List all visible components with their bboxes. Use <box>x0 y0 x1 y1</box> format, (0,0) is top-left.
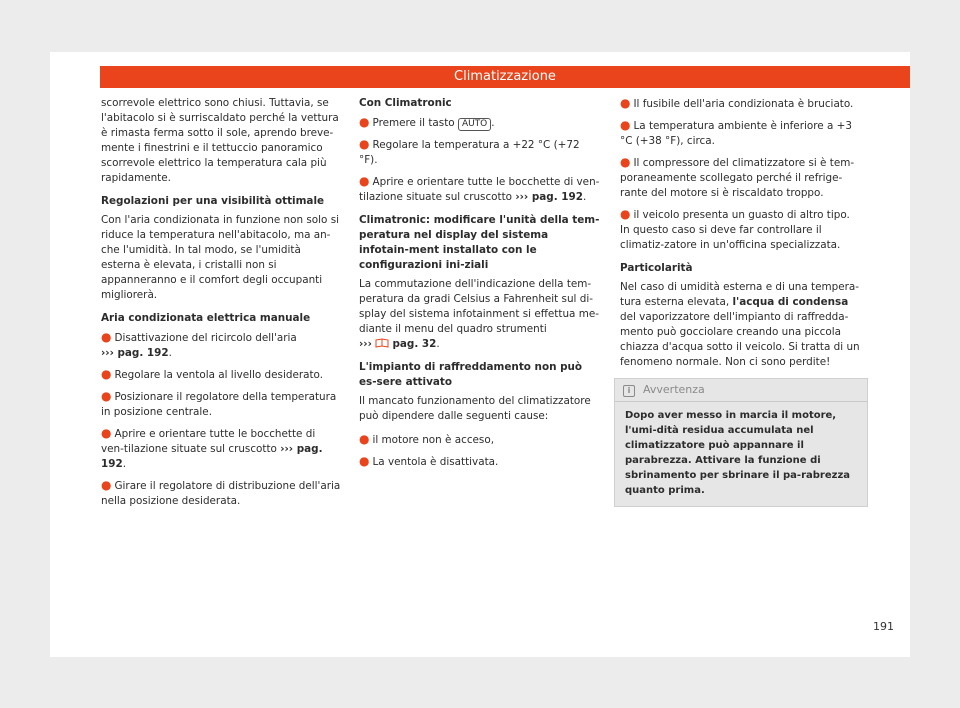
warning-header <box>615 379 867 402</box>
column-right <box>620 96 860 507</box>
bullet-dot: ● <box>359 454 370 468</box>
intro-paragraph: scorrevole elettrico sono chiusi. Tuttavia, se l'abitacolo si è surriscaldato perché la vettura è rimasta ferma sotto il sole, aprendo breve-mente i finestrini e il tettuccio panoramico scorrevole elettrico la temperatura cala più rapidamente. <box>101 97 339 184</box>
warning-title: Avvertenza <box>643 383 705 396</box>
list-item: ● Posizionare il regolatore della temperatura in posizione centrale. <box>101 389 337 418</box>
list-item: ● Aprire e orientare tutte le bocchette di ven-tilazione situate sul cruscotto ››› pag. 192. <box>359 174 600 203</box>
page-link[interactable]: ››› pag. 192 <box>101 443 323 470</box>
warning-box <box>614 378 868 507</box>
warning-text: Dopo aver messo in marcia il motore, l'umi-dità residua accumulata nel climatizzatore può appannare il parabrezza. Attivare la funzione di sbrinamento per sbrinare il pa-rabrezza quanto prima. <box>625 410 851 496</box>
visibility-paragraph: Con l'aria condizionata in funzione non solo si riduce la temperatura nell'abitacolo, ma an-che l'umidità. In tal modo, se l'umidità esterna è elevata, i cristalli non si appanneranno e il comfort degli occupanti migliorerà. <box>101 214 340 301</box>
bullet-dot: ● <box>101 478 112 492</box>
bullet-dot: ● <box>620 207 631 221</box>
list-item: ● Girare il regolatore di distribuzione dell'aria nella posizione desiderata. <box>101 478 341 507</box>
bullet-dot: ● <box>359 137 370 151</box>
list-item: ● Premere il tasto AUTO . <box>359 115 495 129</box>
bullet-dot: ● <box>620 96 631 110</box>
column-middle <box>359 96 601 476</box>
list-item: ● il veicolo presenta un guasto di altro tipo. In questo caso si deve far controllare il climatiz-zatore in un'officina specializzata. <box>620 207 850 251</box>
heading-manual-ac: Aria condizionata elettrica manuale <box>101 312 311 324</box>
list-item: ● La ventola è disattivata. <box>359 454 499 468</box>
bullet-dot: ● <box>101 367 112 381</box>
list-item: ● Regolare la temperatura a +22 °C (+72 °F). <box>359 137 580 166</box>
bullet-dot: ● <box>359 432 370 446</box>
page-link[interactable]: ››› pag. 192 <box>101 347 169 359</box>
list-item: ● Aprire e orientare tutte le bocchette di ven-tilazione situate sul cruscotto ››› pag. 192. <box>101 426 323 470</box>
temperature-unit-paragraph: La commutazione dell'indicazione della tem-peratura da gradi Celsius a Fahrenheit sul di-splay del sistema infotainment si effettua me-diante il menu del quadro strumenti ››› pag. 32. <box>359 278 599 350</box>
list-item: ● Il fusibile dell'aria condizionata è bruciato. <box>620 96 854 110</box>
heading-climatronic: Con Climatronic <box>359 97 452 109</box>
heading-visibility: Regolazioni per una visibilità ottimale <box>101 195 325 207</box>
list-item: ● Disattivazione del ricircolo dell'aria ››› pag. 192. <box>101 330 297 359</box>
bullet-dot: ● <box>101 389 112 403</box>
list-item: ● Regolare la ventola al livello desiderato. <box>101 367 324 381</box>
heading-temperature-unit: Climatronic: modificare l'unità della tem-peratura nel display del sistema infotain-ment installato con le configurazioni ini-ziali <box>359 214 600 271</box>
page-link[interactable]: ››› pag. 192 <box>515 191 583 203</box>
bullet-dot: ● <box>101 426 112 440</box>
heading-particularities: Particolarità <box>620 262 693 274</box>
list-item: ● il motore non è acceso, <box>359 432 494 446</box>
page-link[interactable]: pag. 32 <box>392 338 437 350</box>
info-icon: i <box>623 385 635 397</box>
list-item: ● La temperatura ambiente è inferiore a +3 °C (+38 °F), circa. <box>620 118 852 147</box>
particularities-paragraph: Nel caso di umidità esterna e di una tempera-tura esterna elevata, l'acqua di condensa del vaporizzatore dell'impianto di raffredda-mento può gocciolare creando una piccola chiazza d'acqua sotto il veicolo. Si tratta di un fenomeno normale. Non ci sono perdite! <box>620 281 860 368</box>
page-number: 191 <box>873 620 894 633</box>
bullet-dot: ● <box>359 115 370 129</box>
bullet-dot: ● <box>359 174 370 188</box>
bullet-dot: ● <box>101 330 112 344</box>
column-left <box>101 96 341 515</box>
list-item: ● Il compressore del climatizzatore si è tem-poraneamente scollegato perché il refrige-rante del motore si è riscaldato troppo. <box>620 155 855 199</box>
manual-page <box>50 52 910 657</box>
heading-cooling-fail: L'impianto di raffreddamento non può es-sere attivato <box>359 361 583 388</box>
section-header: Climatizzazione <box>100 66 910 88</box>
bullet-dot: ● <box>620 155 631 169</box>
auto-key-label: AUTO <box>458 118 491 131</box>
cooling-fail-paragraph: Il mancato funzionamento del climatizzatore può dipendere dalle seguenti cause: <box>359 395 591 422</box>
bullet-dot: ● <box>620 118 631 132</box>
manual-book-icon <box>375 338 389 348</box>
